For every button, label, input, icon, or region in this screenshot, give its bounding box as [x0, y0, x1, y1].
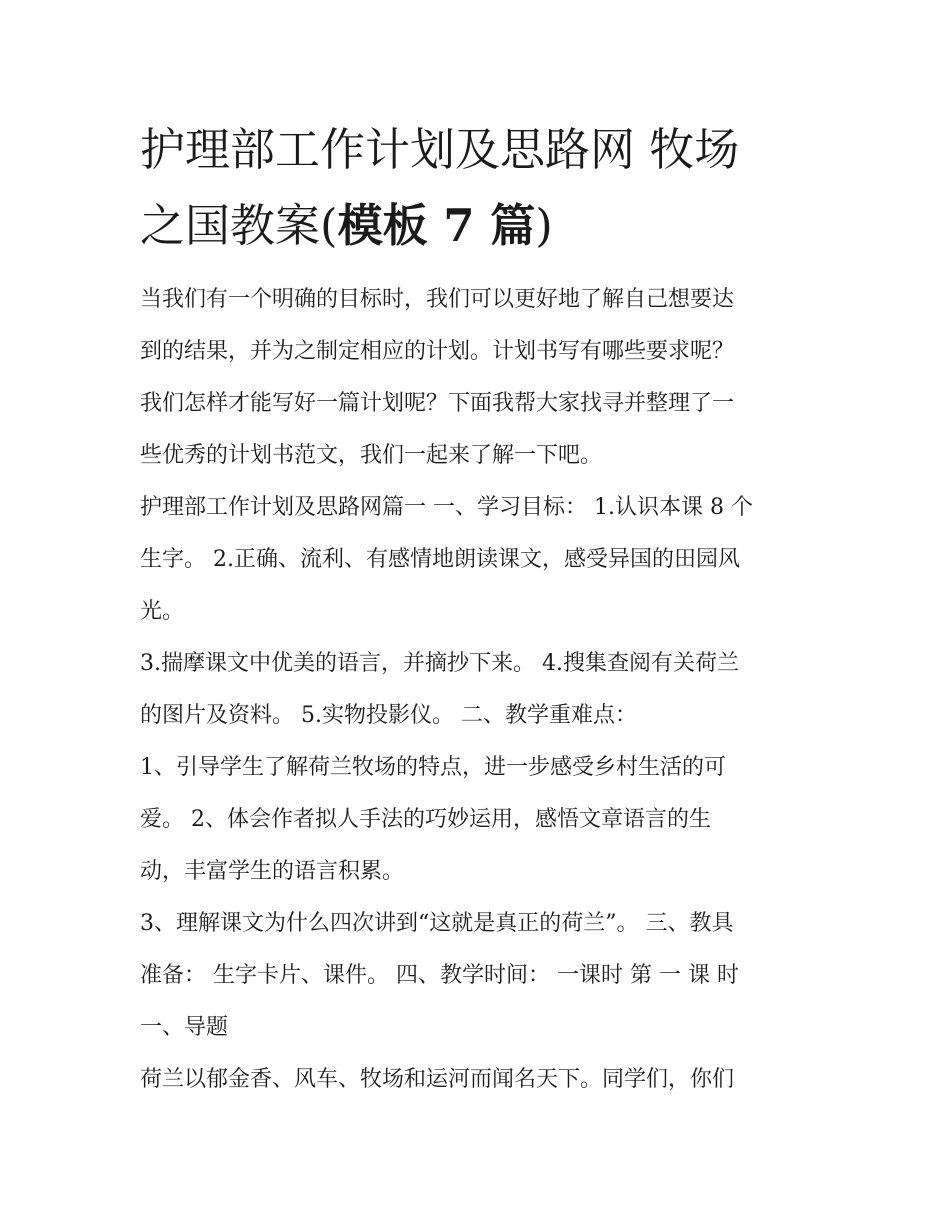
- paragraph-line: 光。: [140, 599, 185, 624]
- title-line-2-bold: 模板 7 篇: [337, 199, 536, 252]
- paragraph-preparation: [140, 898, 812, 1054]
- paragraph-key-points: [140, 742, 812, 898]
- paragraph-line: 1、引导学生了解荷兰牧场的特点，进一步感受乡村生活的可: [140, 755, 726, 780]
- paragraph-line: 动，丰富学生的语言积累。: [140, 859, 405, 884]
- paragraph-line: 些优秀的计划书范文，我们一起来了解一下吧。: [140, 443, 603, 468]
- paragraph-line: 当我们有一个明确的目标时，我们可以更好地了解自己想要达: [140, 287, 735, 312]
- document-page: [140, 112, 812, 1106]
- paragraph-section-one: [140, 482, 812, 638]
- paragraph-line: 准备： 生字卡片、课件。 四、教学时间： 一课时 第 一 课 时: [140, 963, 739, 988]
- title-line-1: 护理部工作计划及思路网 牧场: [140, 123, 740, 176]
- document-title: [140, 112, 812, 264]
- paragraph-line: 到的结果，并为之制定相应的计划。计划书写有哪些要求呢？: [140, 339, 735, 364]
- paragraph-line: 3.揣摩课文中优美的语言，并摘抄下来。 4.搜集查阅有关荷兰: [140, 651, 739, 676]
- paragraph-line: 3、理解课文为什么四次讲到“这就是真正的荷兰”。 三、教具: [140, 911, 734, 936]
- paragraph-line: 的图片及资料。 5.实物投影仪。 二、教学重难点：: [140, 703, 637, 728]
- paragraph-intro: [140, 274, 812, 482]
- paragraph-line: 爱。 2、体会作者拟人手法的巧妙运用，感悟文章语言的生: [140, 807, 711, 832]
- title-line-2: [140, 188, 812, 264]
- title-line-2-end: ): [535, 199, 553, 252]
- title-line-2-start: 之国教案(: [140, 199, 338, 252]
- paragraph-intro-lesson: [140, 1054, 812, 1106]
- paragraph-line: 一、导题: [140, 1015, 229, 1040]
- paragraph-line: 我们怎样才能写好一篇计划呢？下面我帮大家找寻并整理了一: [140, 391, 735, 416]
- paragraph-line: 生字。 2.正确、流利、有感情地朗读课文，感受异国的田园风: [140, 547, 740, 572]
- paragraph-line: 荷兰以郁金香、风车、牧场和运河而闻名天下。同学们，你们: [140, 1067, 735, 1092]
- paragraph-line: 护理部工作计划及思路网篇一 一、学习目标： 1.认识本课 8 个: [140, 495, 753, 520]
- paragraph-goals: [140, 638, 812, 742]
